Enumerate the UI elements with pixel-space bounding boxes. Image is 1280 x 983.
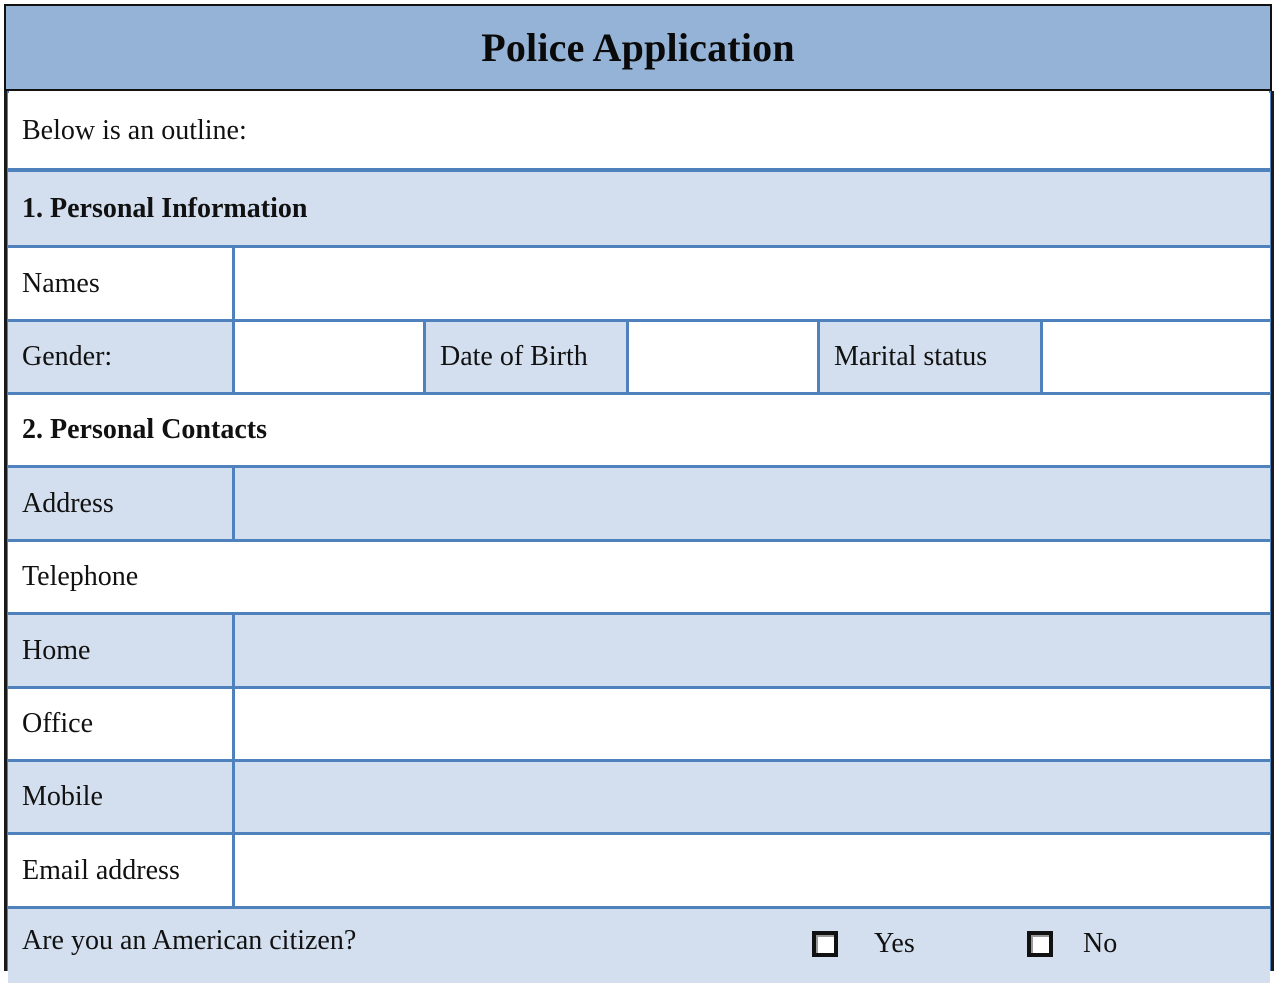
- citizenship-question: Are you an American citizen?: [22, 925, 357, 956]
- names-row: [8, 248, 1270, 322]
- address-label: Address: [8, 468, 235, 539]
- home-phone-label: Home: [8, 615, 235, 686]
- date-of-birth-field[interactable]: [629, 322, 820, 392]
- marital-status-label: Marital status: [820, 322, 1043, 392]
- citizenship-no-option[interactable]: [1027, 928, 1117, 960]
- form-title: Police Application: [481, 25, 795, 70]
- names-label: Names: [8, 248, 235, 319]
- gender-field[interactable]: [235, 322, 426, 392]
- office-phone-label: Office: [8, 689, 235, 759]
- address-row: [8, 468, 1270, 542]
- mobile-phone-row: [8, 762, 1270, 835]
- yes-checkbox[interactable]: [812, 931, 838, 957]
- email-label: Email address: [8, 835, 235, 906]
- gender-dob-marital-row: [8, 322, 1270, 395]
- section-heading-personal-contacts: 2. Personal Contacts: [22, 414, 267, 445]
- mobile-phone-label: Mobile: [8, 762, 235, 832]
- email-field[interactable]: [235, 835, 1270, 906]
- office-phone-field[interactable]: [235, 689, 1270, 759]
- mobile-phone-field[interactable]: [235, 762, 1270, 832]
- intro-text: Below is an outline:: [22, 114, 247, 146]
- telephone-row: [8, 542, 1270, 615]
- intro-row: [8, 93, 1270, 172]
- address-field[interactable]: [235, 468, 1270, 539]
- no-checkbox[interactable]: [1027, 931, 1053, 957]
- home-phone-field[interactable]: [235, 615, 1270, 686]
- office-phone-row: [8, 689, 1270, 762]
- citizenship-yes-option[interactable]: [812, 928, 915, 960]
- telephone-label: Telephone: [22, 561, 139, 592]
- yes-label: Yes: [874, 928, 915, 959]
- gender-label: Gender:: [8, 322, 235, 392]
- date-of-birth-label: Date of Birth: [426, 322, 629, 392]
- form-header: [4, 4, 1272, 91]
- no-label: No: [1083, 928, 1118, 959]
- email-row: [8, 835, 1270, 909]
- names-field[interactable]: [235, 248, 1270, 319]
- home-phone-row: [8, 615, 1270, 689]
- section-personal-information: [8, 172, 1270, 248]
- section-heading-personal-information: 1. Personal Information: [22, 192, 308, 224]
- marital-status-field[interactable]: [1043, 322, 1270, 392]
- section-personal-contacts: [8, 395, 1270, 468]
